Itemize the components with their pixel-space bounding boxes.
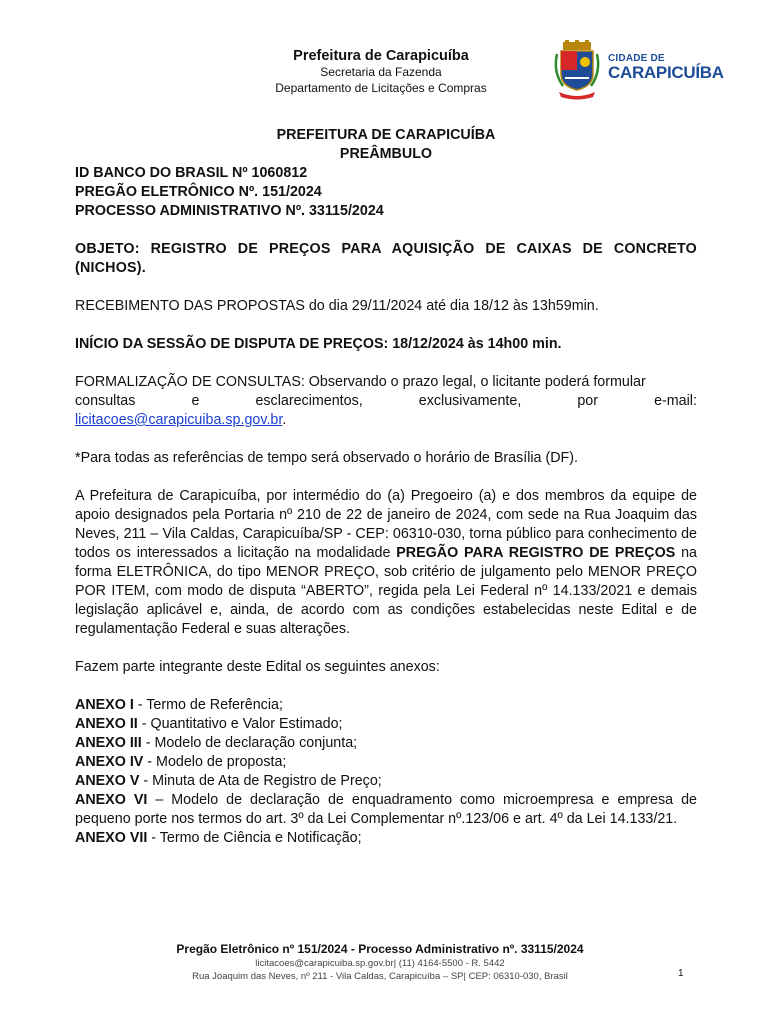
anexo-label: ANEXO II bbox=[75, 716, 138, 732]
formalizacao-line2 bbox=[75, 392, 697, 411]
id-banco: ID BANCO DO BRASIL Nº 1060812 bbox=[75, 165, 308, 181]
anexo-item bbox=[75, 753, 697, 772]
anexo-item bbox=[75, 696, 697, 715]
anexo-label: ANEXO I bbox=[75, 697, 134, 713]
formalizacao-word: e bbox=[191, 393, 200, 409]
formalizacao-word: consultas bbox=[75, 393, 136, 409]
objeto: OBJETO: REGISTRO DE PREÇOS PARA AQUISIÇÃO DE CAIXAS DE CONCRETO (NICHOS). bbox=[75, 241, 697, 276]
inicio-sessao: INÍCIO DA SESSÃO DE DISPUTA DE PREÇOS: 18/12/2024 às 14h00 min. bbox=[75, 336, 562, 352]
main-paragraph-part2: na forma ELETRÔNICA, do tipo MENOR PREÇO, sob critério de julgamento pelo MENOR PREÇO POR ITEM, com modo de disputa “ABERTO”, regida pela Lei Federal nº 14.133/2021 e demais legislação aplicável e, ainda, de acordo com as condições estabelecidas neste Edital e de regulamentação Federal e suas alterações. bbox=[75, 545, 697, 637]
footer-title: Pregão Eletrônico nº 151/2024 - Processo Administrativo nº. 33115/2024 bbox=[176, 942, 584, 956]
footer-address: Rua Joaquim das Neves, nº 211 - Vila Caldas, Carapicuíba – SP| CEP: 06310-030, Brasil bbox=[192, 971, 568, 982]
heading-prefeitura: PREFEITURA DE CARAPICUÍBA bbox=[276, 127, 496, 143]
heading-preambulo: PREÂMBULO bbox=[339, 146, 433, 162]
formalizacao-line3 bbox=[75, 411, 697, 430]
horario-note: *Para todas as referências de tempo será observado o horário de Brasília (DF). bbox=[75, 450, 579, 466]
main-paragraph-part1: A Prefeitura de Carapicuíba, por intermédio do (a) Pregoeiro (a) e dos membros da equipe de apoio designados pela Portaria nº 210 de 22 de janeiro de 2024, com sede na Rua Joaquim das Neves, 211 – Vila Caldas, Carapicuíba/SP - CEP: 06310-030, torna público para conhecimento de todos os interessados a licitação na modalidade bbox=[75, 488, 697, 561]
footer-contact: licitacoes@carapicuiba.sp.gov.br| (11) 4164-5500 - R. 5442 bbox=[255, 958, 505, 969]
processo-number: PROCESSO ADMINISTRATIVO Nº. 33115/2024 bbox=[75, 203, 384, 219]
anexo-text: - Quantitativo e Valor Estimado; bbox=[137, 716, 343, 732]
anexo-text: - Modelo de declaração conjunta; bbox=[141, 735, 358, 751]
anexo-item bbox=[75, 791, 697, 829]
city-logo bbox=[553, 40, 724, 100]
anexo-label: ANEXO VI bbox=[75, 792, 148, 808]
formalizacao-word: exclusivamente, bbox=[418, 393, 522, 409]
email-period: . bbox=[282, 412, 287, 428]
letterhead-title: Prefeitura de Carapicuíba bbox=[293, 48, 469, 64]
anexo-label: ANEXO III bbox=[75, 735, 142, 751]
formalizacao-word: por bbox=[577, 393, 599, 409]
anexo-label: ANEXO V bbox=[75, 773, 140, 789]
letterhead-departamento: Departamento de Licitações e Compras bbox=[275, 80, 487, 95]
anexo-text: - Modelo de proposta; bbox=[143, 754, 287, 770]
anexo-label: ANEXO IV bbox=[75, 754, 144, 770]
pregao-number: PREGÃO ELETRÔNICO Nº. 151/2024 bbox=[75, 184, 322, 200]
recebimento-propostas: RECEBIMENTO DAS PROPOSTAS do dia 29/11/2024 até dia 18/12 às 13h59min. bbox=[75, 298, 599, 314]
email-link[interactable]: licitacoes@carapicuiba.sp.gov.br bbox=[75, 412, 283, 428]
document-body bbox=[75, 126, 697, 848]
formalizacao-word: e-mail: bbox=[654, 393, 697, 409]
main-paragraph-modalidade: PREGÃO PARA REGISTRO DE PREÇOS bbox=[396, 545, 676, 561]
anexo-item bbox=[75, 829, 697, 848]
main-paragraph bbox=[75, 487, 697, 639]
coat-of-arms-icon bbox=[553, 40, 603, 100]
page-footer bbox=[170, 942, 590, 983]
logo-wordmark-line1: CIDADE DE bbox=[608, 53, 665, 64]
anexo-text: - Minuta de Ata de Registro de Preço; bbox=[139, 773, 382, 789]
anexo-text: - Termo de Ciência e Notificação; bbox=[147, 830, 362, 846]
anexo-text: - Termo de Referência; bbox=[133, 697, 283, 713]
logo-wordmark-line2: CARAPICUÍBA bbox=[608, 63, 724, 82]
anexos-intro: Fazem parte integrante deste Edital os seguintes anexos: bbox=[75, 659, 440, 675]
anexo-item bbox=[75, 772, 697, 791]
letterhead bbox=[240, 47, 522, 96]
logo-wordmark bbox=[608, 53, 724, 81]
anexo-text: – Modelo de declaração de enquadramento como microempresa e empresa de pequeno porte nos termos do art. 3º da Lei Complementar nº.123/06 e art. 4º da Lei 14.133/21. bbox=[75, 792, 697, 827]
formalizacao-line1: FORMALIZAÇÃO DE CONSULTAS: Observando o prazo legal, o licitante poderá formular bbox=[75, 374, 646, 390]
letterhead-secretaria: Secretaria da Fazenda bbox=[320, 65, 442, 79]
anexo-label: ANEXO VII bbox=[75, 830, 148, 846]
anexo-item bbox=[75, 734, 697, 753]
anexo-item bbox=[75, 715, 697, 734]
page-number: 1 bbox=[678, 968, 684, 979]
formalizacao-word: esclarecimentos, bbox=[255, 393, 363, 409]
